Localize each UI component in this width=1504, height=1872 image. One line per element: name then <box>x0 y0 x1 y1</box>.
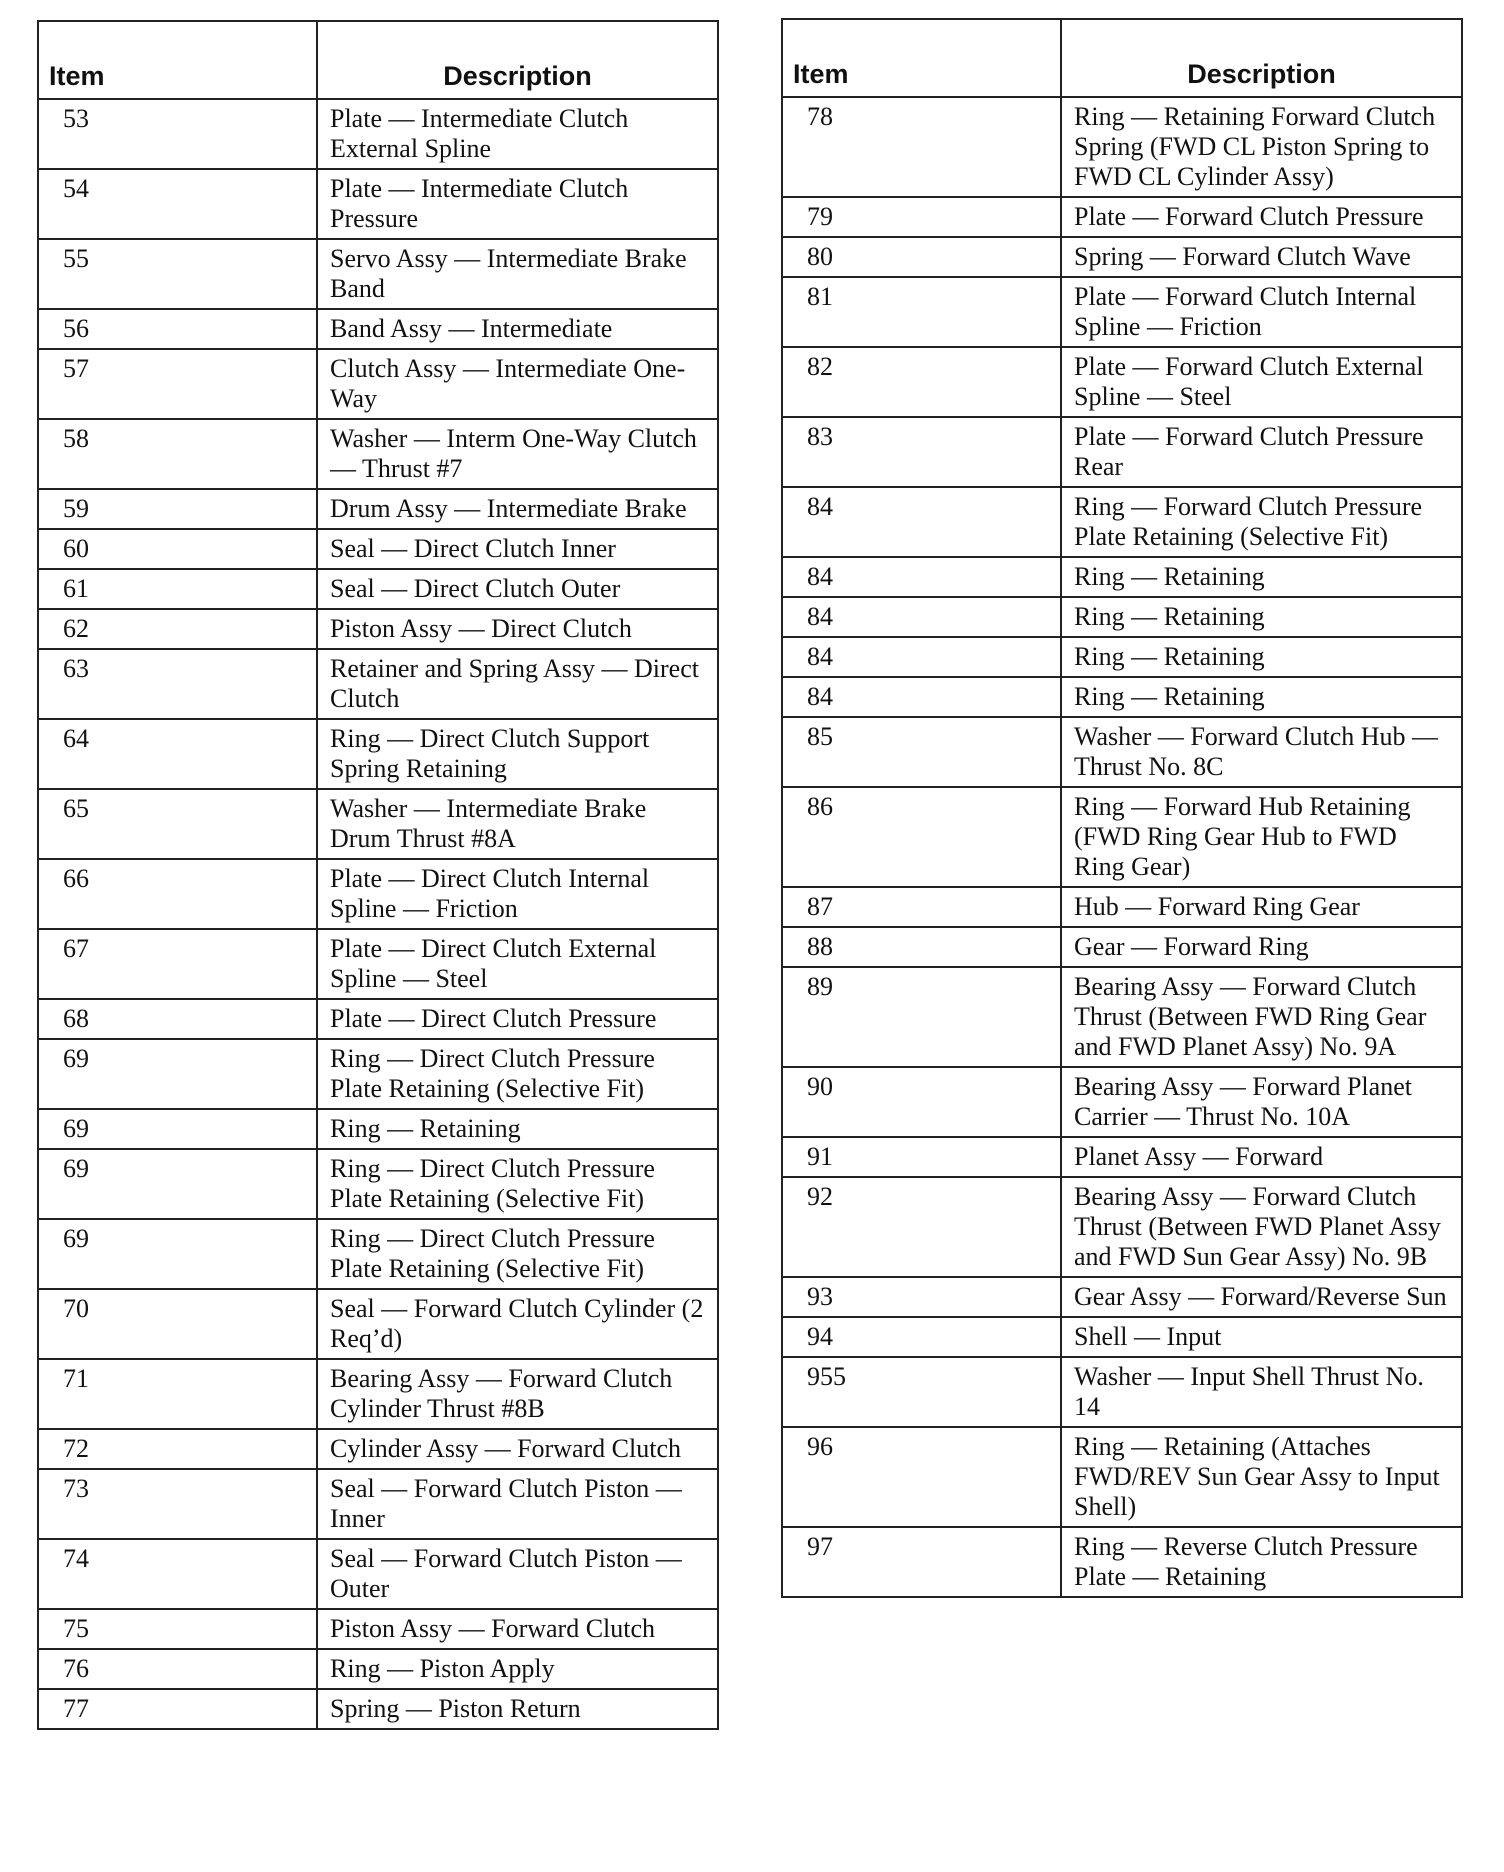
description-cell: Gear — Forward Ring <box>1061 927 1462 967</box>
item-number-cell: 69 <box>38 1149 317 1219</box>
item-number-cell: 56 <box>38 309 317 349</box>
description-cell: Seal — Direct Clutch Outer <box>317 569 718 609</box>
item-number-cell: 90 <box>782 1067 1061 1137</box>
description-cell: Ring — Reverse Clutch Pressure Plate — Retaining <box>1061 1527 1462 1597</box>
table-row <box>38 239 718 309</box>
table-row <box>782 237 1462 277</box>
description-cell: Plate — Forward Clutch Internal Spline — Friction <box>1061 277 1462 347</box>
table-row <box>782 927 1462 967</box>
description-cell: Servo Assy — Intermediate Brake Band <box>317 239 718 309</box>
item-number-cell: 76 <box>38 1649 317 1689</box>
item-number-cell: 84 <box>782 597 1061 637</box>
table-row <box>38 529 718 569</box>
description-cell: Ring — Direct Clutch Pressure Plate Retaining (Selective Fit) <box>317 1149 718 1219</box>
item-number-cell: 57 <box>38 349 317 419</box>
description-cell: Seal — Forward Clutch Piston — Outer <box>317 1539 718 1609</box>
description-cell: Seal — Direct Clutch Inner <box>317 529 718 569</box>
item-number-cell: 69 <box>38 1219 317 1289</box>
item-number-cell: 97 <box>782 1527 1061 1597</box>
item-number-cell: 72 <box>38 1429 317 1469</box>
description-cell: Ring — Direct Clutch Support Spring Retaining <box>317 719 718 789</box>
description-cell: Plate — Direct Clutch External Spline — Steel <box>317 929 718 999</box>
item-number-cell: 75 <box>38 1609 317 1649</box>
item-number-cell: 63 <box>38 649 317 719</box>
table-row <box>782 967 1462 1067</box>
description-cell: Bearing Assy — Forward Clutch Thrust (Between FWD Planet Assy and FWD Sun Gear Assy) No. 9B <box>1061 1177 1462 1277</box>
item-number-cell: 81 <box>782 277 1061 347</box>
item-number-cell: 74 <box>38 1539 317 1609</box>
item-number-cell: 69 <box>38 1039 317 1109</box>
description-cell: Ring — Forward Hub Retaining (FWD Ring Gear Hub to FWD Ring Gear) <box>1061 787 1462 887</box>
item-number-cell: 80 <box>782 237 1061 277</box>
table-row <box>782 487 1462 557</box>
description-cell: Seal — Forward Clutch Piston — Inner <box>317 1469 718 1539</box>
description-column-header: Description <box>317 21 718 99</box>
description-column-header: Description <box>1061 19 1462 97</box>
item-number-cell: 71 <box>38 1359 317 1429</box>
item-column-header: Item <box>38 21 317 99</box>
item-number-cell: 93 <box>782 1277 1061 1317</box>
table-row <box>782 1357 1462 1427</box>
table-row <box>782 677 1462 717</box>
table-row <box>38 859 718 929</box>
item-number-cell: 88 <box>782 927 1061 967</box>
table-row <box>38 1649 718 1689</box>
item-number-cell: 67 <box>38 929 317 999</box>
table-row <box>38 1289 718 1359</box>
table-row <box>38 789 718 859</box>
description-cell: Ring — Retaining <box>1061 637 1462 677</box>
table-row <box>782 1177 1462 1277</box>
table-row <box>38 1689 718 1729</box>
description-cell: Hub — Forward Ring Gear <box>1061 887 1462 927</box>
item-number-cell: 87 <box>782 887 1061 927</box>
item-number-cell: 73 <box>38 1469 317 1539</box>
item-number-cell: 64 <box>38 719 317 789</box>
description-cell: Piston Assy — Forward Clutch <box>317 1609 718 1649</box>
table-row <box>38 349 718 419</box>
table-header-row <box>782 19 1462 97</box>
item-number-cell: 94 <box>782 1317 1061 1357</box>
description-cell: Drum Assy — Intermediate Brake <box>317 489 718 529</box>
description-cell: Cylinder Assy — Forward Clutch <box>317 1429 718 1469</box>
description-cell: Ring — Direct Clutch Pressure Plate Retaining (Selective Fit) <box>317 1219 718 1289</box>
item-number-cell: 54 <box>38 169 317 239</box>
item-number-cell: 70 <box>38 1289 317 1359</box>
description-cell: Spring — Forward Clutch Wave <box>1061 237 1462 277</box>
description-cell: Plate — Intermediate Clutch Pressure <box>317 169 718 239</box>
description-cell: Gear Assy — Forward/Reverse Sun <box>1061 1277 1462 1317</box>
description-cell: Spring — Piston Return <box>317 1689 718 1729</box>
table-row <box>38 1359 718 1429</box>
description-cell: Clutch Assy — Intermediate One-Way <box>317 349 718 419</box>
parts-table-left <box>37 20 719 1730</box>
table-row <box>38 1039 718 1109</box>
description-cell: Plate — Direct Clutch Internal Spline — Friction <box>317 859 718 929</box>
item-number-cell: 61 <box>38 569 317 609</box>
description-cell: Ring — Retaining <box>1061 557 1462 597</box>
table-row <box>782 1427 1462 1527</box>
item-number-cell: 55 <box>38 239 317 309</box>
table-row <box>38 719 718 789</box>
item-number-cell: 60 <box>38 529 317 569</box>
table-row <box>38 99 718 169</box>
table-row <box>38 309 718 349</box>
table-row <box>38 1469 718 1539</box>
description-cell: Plate — Forward Clutch External Spline — Steel <box>1061 347 1462 417</box>
item-number-cell: 62 <box>38 609 317 649</box>
item-number-cell: 92 <box>782 1177 1061 1277</box>
description-cell: Ring — Piston Apply <box>317 1649 718 1689</box>
item-number-cell: 91 <box>782 1137 1061 1177</box>
item-number-cell: 59 <box>38 489 317 529</box>
item-number-cell: 78 <box>782 97 1061 197</box>
item-number-cell: 86 <box>782 787 1061 887</box>
description-cell: Shell — Input <box>1061 1317 1462 1357</box>
description-cell: Plate — Intermediate Clutch External Spline <box>317 99 718 169</box>
description-cell: Ring — Direct Clutch Pressure Plate Retaining (Selective Fit) <box>317 1039 718 1109</box>
table-row <box>782 1527 1462 1597</box>
item-number-cell: 96 <box>782 1427 1061 1527</box>
description-cell: Piston Assy — Direct Clutch <box>317 609 718 649</box>
table-header-row <box>38 21 718 99</box>
table-row <box>782 197 1462 237</box>
item-number-cell: 89 <box>782 967 1061 1067</box>
description-cell: Plate — Direct Clutch Pressure <box>317 999 718 1039</box>
item-number-cell: 85 <box>782 717 1061 787</box>
description-cell: Washer — Forward Clutch Hub — Thrust No. 8C <box>1061 717 1462 787</box>
table-row <box>38 489 718 529</box>
table-row <box>38 169 718 239</box>
description-cell: Planet Assy — Forward <box>1061 1137 1462 1177</box>
item-number-cell: 79 <box>782 197 1061 237</box>
table-row <box>782 887 1462 927</box>
table-row <box>38 649 718 719</box>
item-number-cell: 82 <box>782 347 1061 417</box>
item-number-cell: 955 <box>782 1357 1061 1427</box>
item-number-cell: 68 <box>38 999 317 1039</box>
table-row <box>38 999 718 1039</box>
item-column-header: Item <box>782 19 1061 97</box>
table-row <box>782 277 1462 347</box>
description-cell: Ring — Retaining (Attaches FWD/REV Sun Gear Assy to Input Shell) <box>1061 1427 1462 1527</box>
item-number-cell: 84 <box>782 637 1061 677</box>
item-number-cell: 84 <box>782 677 1061 717</box>
description-cell: Bearing Assy — Forward Clutch Thrust (Between FWD Ring Gear and FWD Planet Assy) No. 9A <box>1061 967 1462 1067</box>
description-cell: Retainer and Spring Assy — Direct Clutch <box>317 649 718 719</box>
description-cell: Ring — Retaining Forward Clutch Spring (FWD CL Piston Spring to FWD CL Cylinder Assy) <box>1061 97 1462 197</box>
description-cell: Plate — Forward Clutch Pressure Rear <box>1061 417 1462 487</box>
table-row <box>782 637 1462 677</box>
description-cell: Band Assy — Intermediate <box>317 309 718 349</box>
description-cell: Seal — Forward Clutch Cylinder (2 Req’d) <box>317 1289 718 1359</box>
item-number-cell: 83 <box>782 417 1061 487</box>
table-row <box>782 597 1462 637</box>
description-cell: Plate — Forward Clutch Pressure <box>1061 197 1462 237</box>
item-number-cell: 58 <box>38 419 317 489</box>
description-cell: Ring — Retaining <box>1061 677 1462 717</box>
description-cell: Bearing Assy — Forward Clutch Cylinder Thrust #8B <box>317 1359 718 1429</box>
description-cell: Ring — Retaining <box>317 1109 718 1149</box>
table-row <box>38 1429 718 1469</box>
table-row <box>38 1609 718 1649</box>
table-row <box>38 1539 718 1609</box>
item-number-cell: 65 <box>38 789 317 859</box>
table-row <box>782 1317 1462 1357</box>
table-row <box>782 1137 1462 1177</box>
item-number-cell: 53 <box>38 99 317 169</box>
description-cell: Ring — Retaining <box>1061 597 1462 637</box>
table-row <box>38 609 718 649</box>
table-row <box>38 929 718 999</box>
table-row <box>38 1109 718 1149</box>
parts-table-right <box>781 18 1463 1598</box>
table-row <box>38 1149 718 1219</box>
description-cell: Bearing Assy — Forward Planet Carrier — Thrust No. 10A <box>1061 1067 1462 1137</box>
item-number-cell: 66 <box>38 859 317 929</box>
description-cell: Washer — Intermediate Brake Drum Thrust #8A <box>317 789 718 859</box>
table-row <box>38 419 718 489</box>
table-row <box>782 97 1462 197</box>
table-row <box>782 717 1462 787</box>
item-number-cell: 84 <box>782 557 1061 597</box>
table-row <box>782 557 1462 597</box>
table-row <box>782 1277 1462 1317</box>
table-row <box>782 787 1462 887</box>
table-row <box>782 347 1462 417</box>
description-cell: Washer — Input Shell Thrust No. 14 <box>1061 1357 1462 1427</box>
table-row <box>782 417 1462 487</box>
item-number-cell: 77 <box>38 1689 317 1729</box>
table-row <box>38 1219 718 1289</box>
description-cell: Washer — Interm One-Way Clutch — Thrust #7 <box>317 419 718 489</box>
item-number-cell: 69 <box>38 1109 317 1149</box>
table-row <box>782 1067 1462 1137</box>
table-row <box>38 569 718 609</box>
description-cell: Ring — Forward Clutch Pressure Plate Retaining (Selective Fit) <box>1061 487 1462 557</box>
item-number-cell: 84 <box>782 487 1061 557</box>
